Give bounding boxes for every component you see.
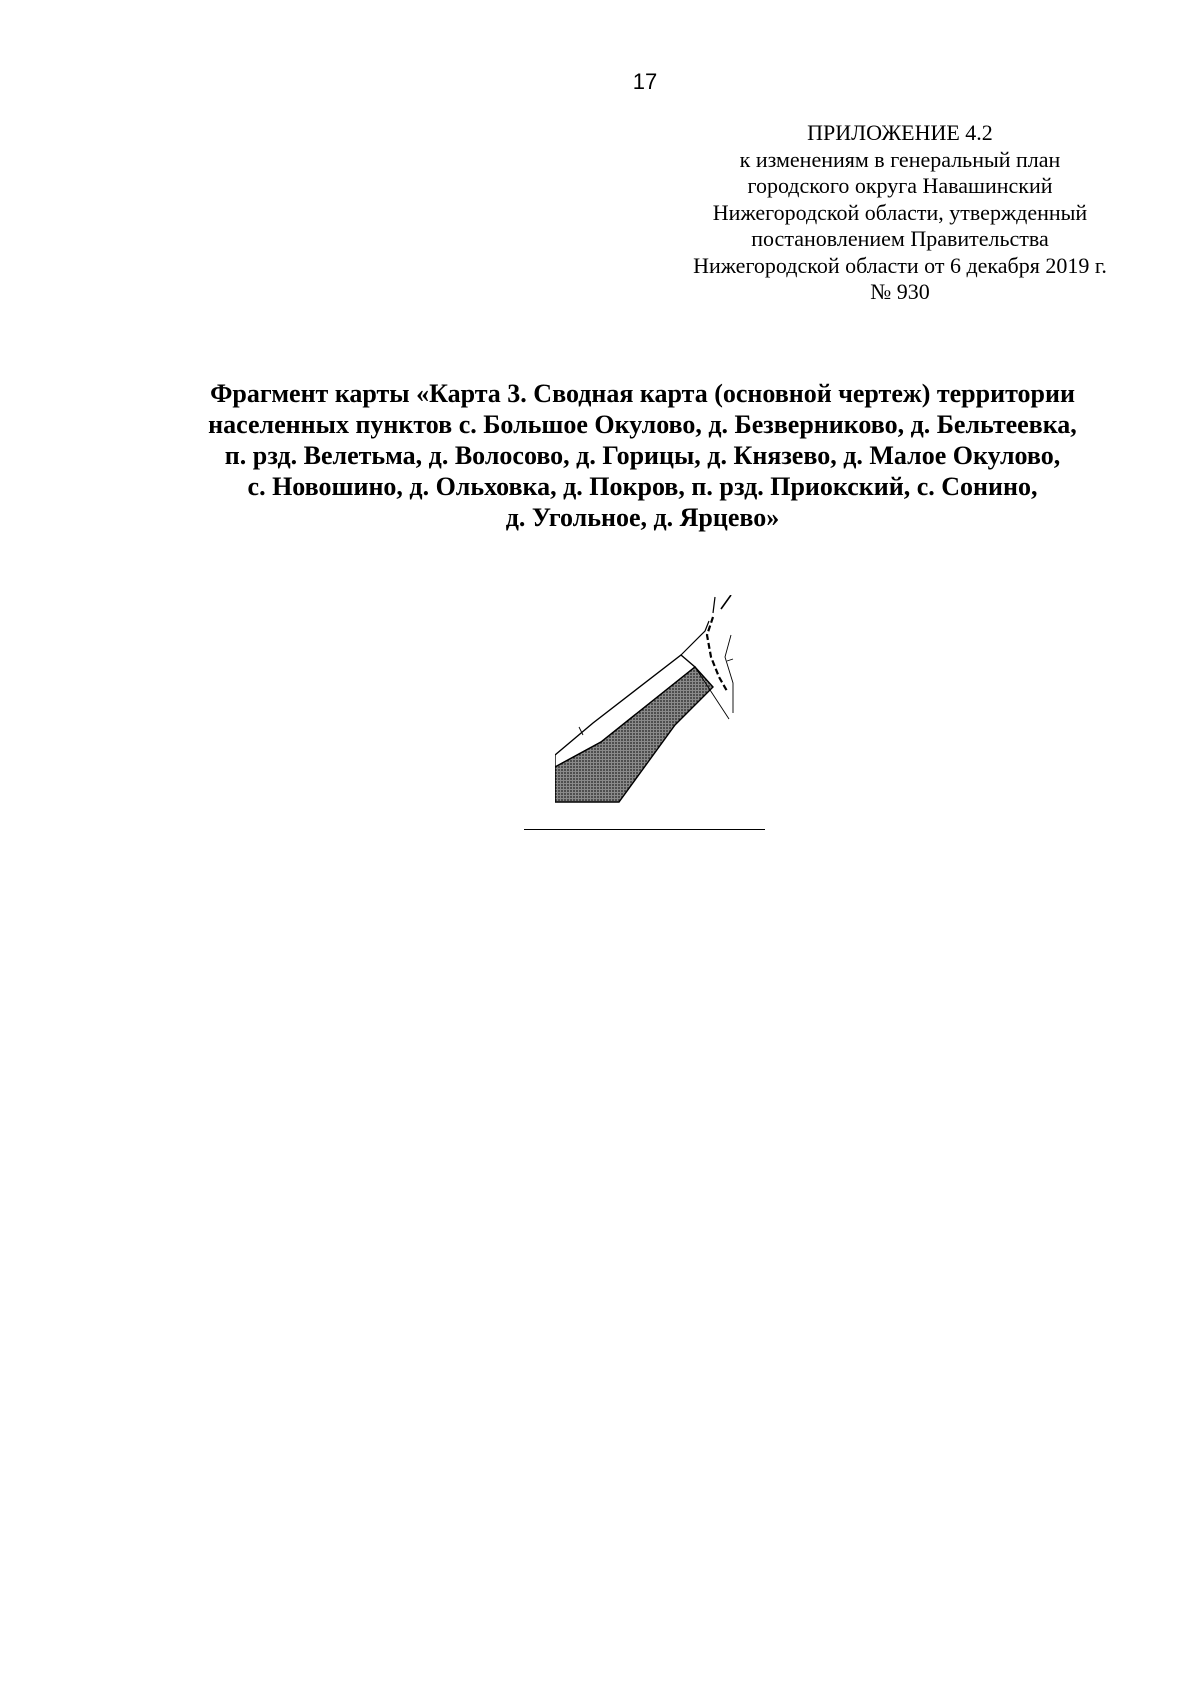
map-boundary-line — [721, 595, 731, 609]
separator-line — [524, 829, 765, 830]
appendix-line: Нижегородской области от 6 декабря 2019 г. — [693, 252, 1107, 278]
title-line: п. рзд. Велетьма, д. Волосово, д. Горицы, д. Князево, д. Малое Окулово, — [224, 441, 1061, 470]
document-title — [100, 378, 1185, 533]
map-boundary-line — [725, 635, 733, 713]
appendix-line: городского округа Навашинский — [747, 173, 1053, 198]
title-line: с. Новошино, д. Ольховка, д. Покров, п. рзд. Приокский, с. Сонино, — [247, 472, 1038, 501]
appendix-line: Нижегородской области, утвержденный — [712, 199, 1088, 225]
appendix-header — [640, 120, 1160, 306]
appendix-line: ПРИЛОЖЕНИЕ 4.2 — [807, 120, 993, 145]
appendix-line: постановлением Правительства — [751, 226, 1049, 251]
title-line: д. Угольное, д. Ярцево» — [505, 503, 780, 532]
appendix-line: к изменениям в генеральный план — [739, 146, 1061, 172]
title-line: Фрагмент карты «Карта 3. Сводная карта (основной чертеж) территории — [210, 379, 1075, 408]
map-boundary-line — [713, 597, 715, 613]
page-number: 17 — [632, 69, 658, 94]
appendix-line: № 930 — [870, 279, 930, 304]
title-line: населенных пунктов с. Большое Окулово, д. Безверниково, д. Бельтеевка, — [208, 410, 1077, 439]
map-boundary-line — [727, 659, 733, 661]
map-boundary-line — [681, 621, 709, 655]
map-fragment — [555, 595, 735, 810]
map-boundary-dashed — [707, 617, 727, 691]
